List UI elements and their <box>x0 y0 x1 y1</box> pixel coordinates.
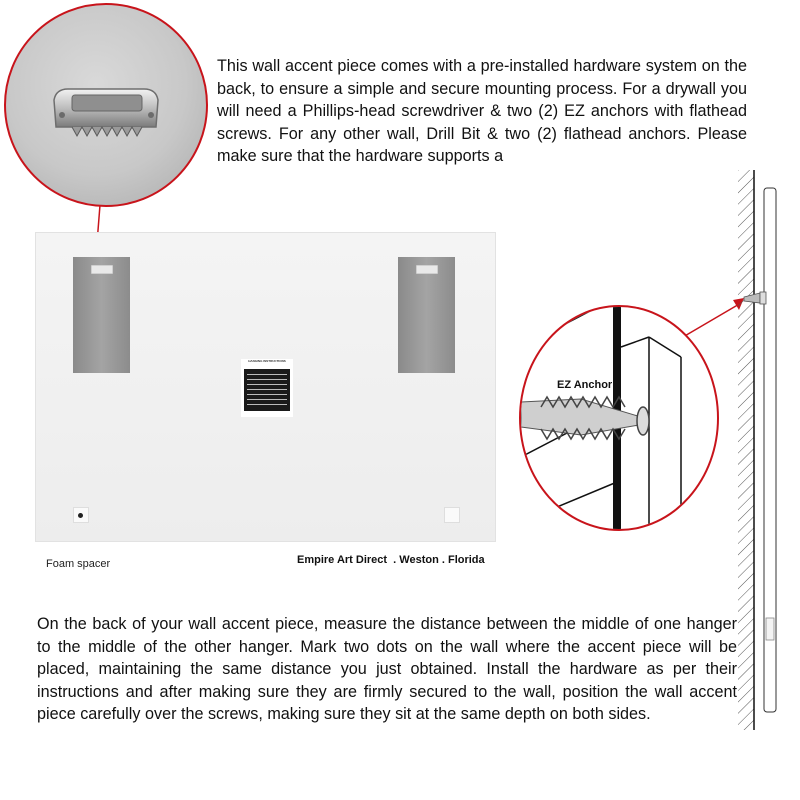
foam-spacer-caption: Foam spacer <box>46 558 111 570</box>
wall-foam-spacer <box>766 618 774 640</box>
ez-anchor-illustration <box>521 307 717 529</box>
anchor-closeup-circle <box>519 305 719 531</box>
mounting-instructions-paragraph: On the back of your wall accent piece, measure the distance between the middle of one hanger to the middle of the other hanger. Mark two dots on the wall where the accent piece will be placed, maintaining the same distance you just obtained. Install the hardware as per their instructions and after making sure they are firmly secured to the wall, position the wall accent piece carefully over the screws, making sure they sit at the same depth on both sides. <box>37 615 737 724</box>
left-sawtooth-hanger <box>91 265 113 274</box>
sticker-text-block <box>244 369 290 411</box>
instructions-sticker <box>241 359 293 417</box>
right-hanger-plate <box>398 257 455 373</box>
wall-hatching <box>738 170 754 730</box>
wall-piece-back-panel <box>36 233 495 541</box>
right-foam-spacer <box>444 507 460 523</box>
right-sawtooth-hanger <box>416 265 438 274</box>
spacer-dot <box>78 513 83 518</box>
wall-cross-section <box>738 170 780 730</box>
left-foam-spacer <box>73 507 89 523</box>
sticker-title: HANGING INSTRUCTIONS <box>248 359 286 363</box>
ez-anchor-caption: EZ Anchor <box>557 379 613 391</box>
left-hanger-plate <box>73 257 130 373</box>
intro-paragraph: This wall accent piece comes with a pre-installed hardware system on the back, to ensure a simple and secure mounting process. For a drywall you will need a Phillips-head screwdriver & two (2) EZ anchors with flathead screws. For any other wall, Drill Bit & two (2) flathead anchors. Please make sure that the hardware supports a <box>217 57 747 166</box>
brand-caption: Empire Art Direct . Weston . Florida <box>297 554 485 566</box>
